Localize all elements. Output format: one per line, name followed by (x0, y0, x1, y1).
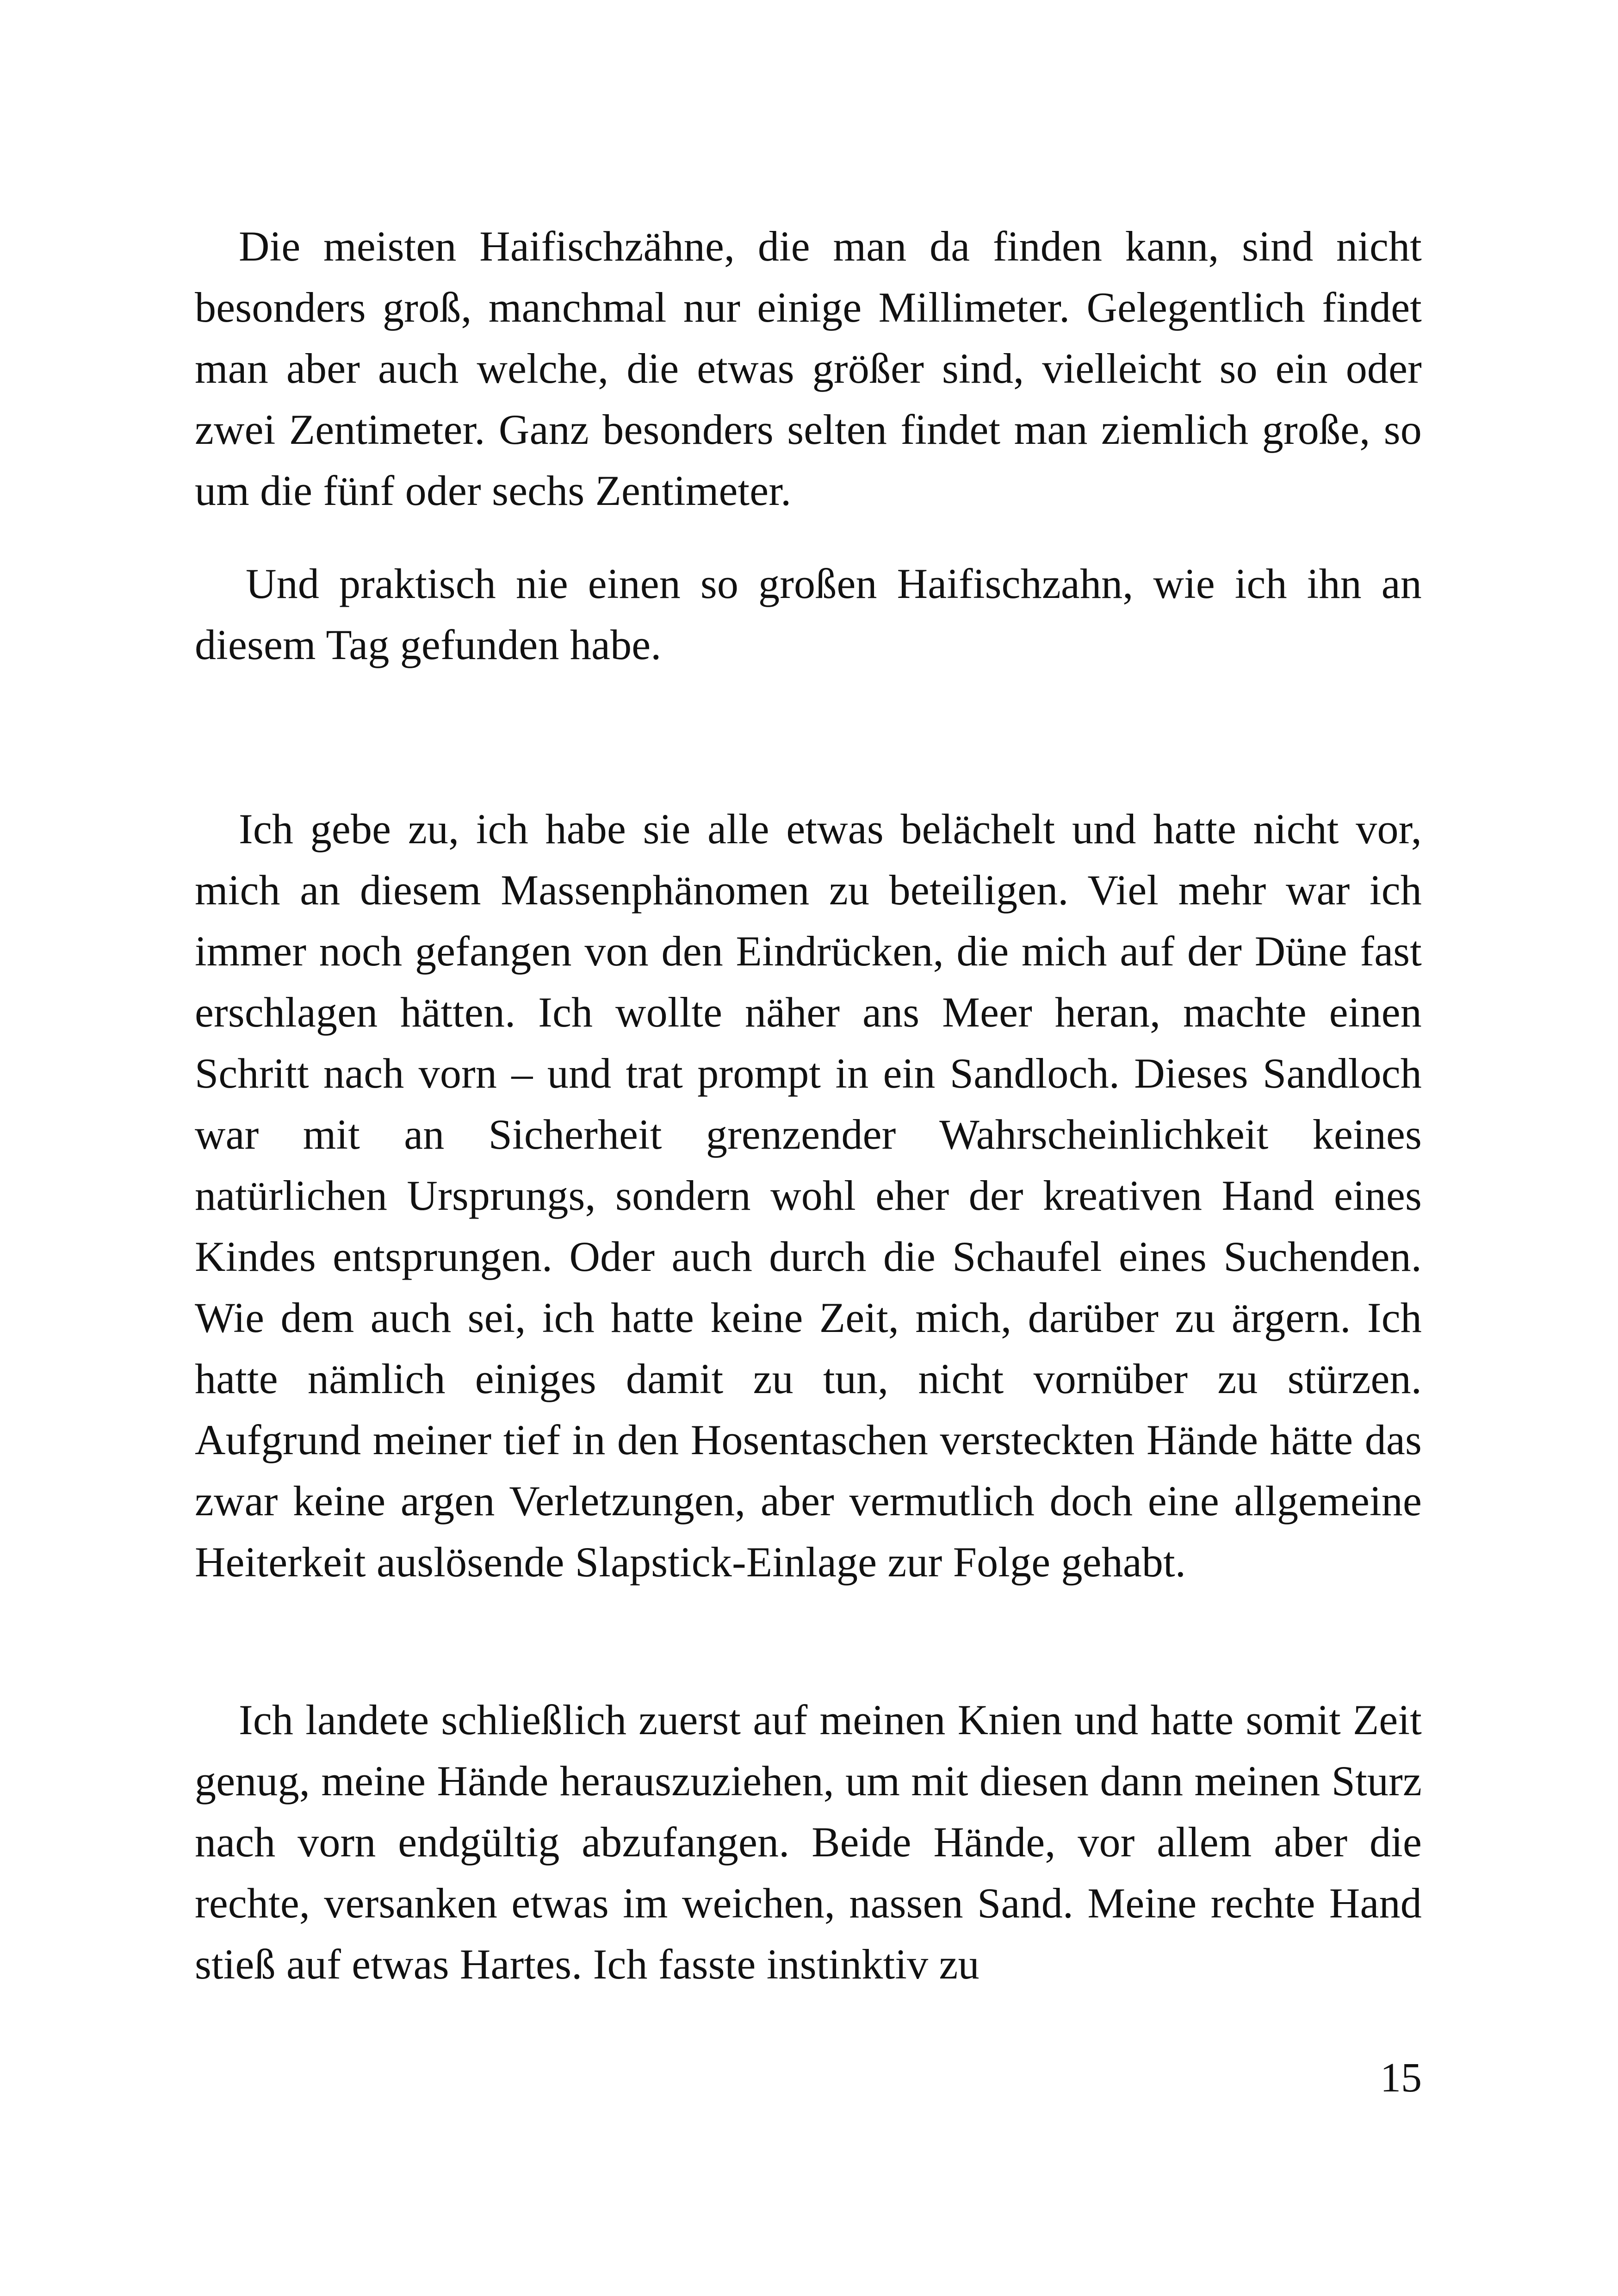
paragraph: Und praktisch nie einen so großen Haifischzahn, wie ich ihn an diesem Tag gefunden habe. (195, 560, 1422, 668)
paragraph: Ich landete schließlich zuerst auf meinen Knien und hatte somit Zeit genug, meine Hände herauszuziehen, um mit diesen dann meinen Sturz nach vorn endgültig abzufangen. Beide Hände, vor allem aber die rechte, versanken etwas im weichen, nassen Sand. Meine rechte Hand stieß auf etwas Hartes. Ich fasste instinktiv zu (195, 1696, 1422, 1988)
paragraph-block-4 (195, 1689, 1422, 1995)
paragraph-block-2 (195, 553, 1422, 675)
paragraph: Ich gebe zu, ich habe sie alle etwas belächelt und hatte nicht vor, mich an diesem Massenphänomen zu beteiligen. Viel mehr war ich immer noch gefangen von den Eindrücken, die mich auf der Düne fast erschlagen hätten. Ich wollte näher ans Meer heran, machte einen Schritt nach vorn – und trat prompt in ein Sandloch. Dieses Sandloch war mit an Sicherheit grenzender Wahrscheinlichkeit keines natürlichen Ursprungs, sondern wohl eher der kreativen Hand eines Kindes entsprungen. Oder auch durch die Schaufel eines Suchenden. Wie dem auch sei, ich hatte keine Zeit, mich, darüber zu ärgern. Ich hatte nämlich einiges damit zu tun, nicht vornüber zu stürzen. Aufgrund meiner tief in den Hosentaschen versteckten Hände hätte das zwar keine argen Verletzungen, aber vermutlich doch eine allgemeine Heiterkeit auslösende Slapstick-Einlage zur Folge gehabt. (195, 805, 1422, 1586)
page-number: 15 (1380, 2055, 1422, 2101)
paragraph-block-3 (195, 798, 1422, 1593)
paragraph: Die meisten Haifischzähne, die man da finden kann, sind nicht besonders groß, manchmal nur einige Millimeter. Gelegentlich findet man aber auch welche, die etwas größer sind, vielleicht so ein oder zwei Zentimeter. Ganz besonders selten findet man ziemlich große, so um die fünf oder sechs Zentimeter. (195, 223, 1422, 514)
paragraph-block-1 (195, 216, 1422, 521)
